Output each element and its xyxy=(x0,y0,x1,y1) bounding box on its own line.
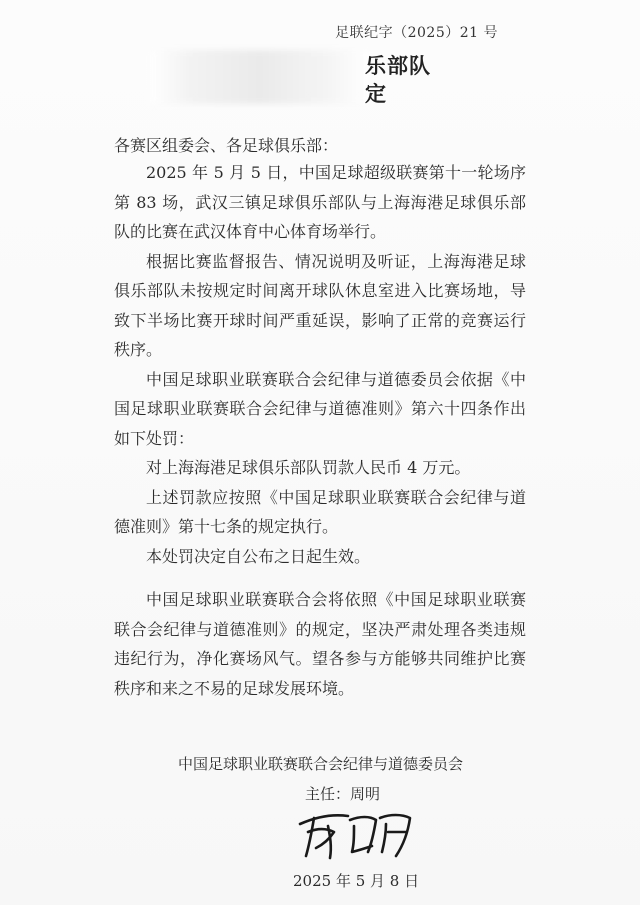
paragraph-effective: 本处罚决定自公布之日起生效。 xyxy=(146,546,371,566)
signing-date: 2025 年 5 月 8 日 xyxy=(293,872,420,890)
signing-organization: 中国足球职业联赛联合会纪律与道德委员会 xyxy=(178,755,464,773)
paragraph-penalty: 对上海海港足球俱乐部队罚款人民币 4 万元。 xyxy=(146,458,471,477)
paragraph-statement: 中国足球职业联赛联合会将依照《中国足球职业联赛联合会纪律与道德准则》的规定，坚决严肃处理各类违规违纪行为，净化赛场风气。望各参与方能够共同维护比赛秩序和来之不易的足球发展环境。 xyxy=(114,590,526,698)
handwritten-signature xyxy=(290,802,430,862)
title-fragment-line1: 乐部队 xyxy=(365,54,431,78)
chair-line: 主任：周明 xyxy=(305,785,381,803)
document-number: 足联纪字（2025）21 号 xyxy=(335,25,498,41)
addressee: 各赛区组委会、各足球俱乐部： xyxy=(114,136,339,155)
paragraph-basis: 中国足球职业联赛联合会纪律与道德委员会依据《中国足球职业联赛联合会纪律与道德准则》第六十四条作出如下处罚： xyxy=(114,369,526,448)
blurred-title-area xyxy=(150,50,370,104)
title-fragment-line2: 定 xyxy=(365,82,387,106)
paragraph-execution: 上述罚款应按照《中国足球职业联赛联合会纪律与道德准则》第十七条的规定执行。 xyxy=(114,487,526,536)
paragraph-match-info: 2025 年 5 月 5 日，中国足球超级联赛第十一轮场序第 83 场，武汉三镇足球俱乐部队与上海海港足球俱乐部队的比赛在武汉体育中心体育场举行。 xyxy=(114,163,526,241)
paragraph-findings: 根据比赛监督报告、情况说明及听证，上海海港足球俱乐部队未按规定时间离开球队休息室进入比赛场地，导致下半场比赛开球时间严重延误，影响了正常的竞赛运行秩序。 xyxy=(114,251,526,359)
document-body xyxy=(114,158,526,703)
